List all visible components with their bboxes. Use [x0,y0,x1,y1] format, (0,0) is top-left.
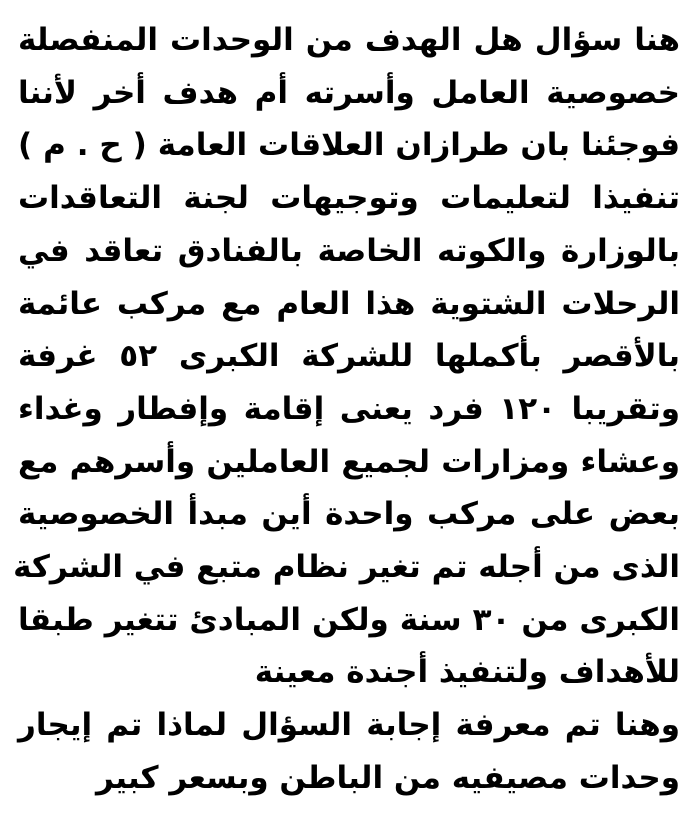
text-line: بالأقصر بأكملها للشركة الكبرى ٥٢ غرفة [18,338,680,375]
text-line: الكبرى من ٣٠ سنة ولكن المبادئ تتغير طبقا [18,601,680,638]
text-line: بعض على مركب واحدة أين مبدأ الخصوصية [18,496,680,533]
text-line: تنفيذا لتعليمات وتوجيهات لجنة التعاقدات [18,180,680,217]
text-line: خصوصية العامل وأسرته أم هدف أخر لأننا [18,74,680,111]
text-line: للأهداف ولتنفيذ أجندة معينة [254,654,680,691]
text-line: وحدات مصيفيه من الباطن وبسعر كبير [95,759,680,796]
text-line: الذى من أجله تم تغير نظام متبع في الشركة [13,549,680,586]
text-line: بالوزارة والكوته الخاصة بالفنادق تعاقد في [18,232,680,269]
text-line: وتقريبا ١٢٠ فرد يعنى إقامة وإفطار وغداء [18,390,680,427]
text-line: وعشاء ومزارات لجميع العاملين وأسرهم مع [18,443,680,480]
text-line: الرحلات الشتوية هذا العام مع مركب عائمة [18,285,680,322]
text-line: فوجئنا بان طرازان العلاقات العامة ( ح . م ) [18,127,680,164]
article-text [13,14,680,805]
text-line: هنا سؤال هل الهدف من الوحدات المنفصلة [18,22,680,58]
text-line: وهنا تم معرفة إجابة السؤال لماذا تم إيجار [18,707,680,744]
